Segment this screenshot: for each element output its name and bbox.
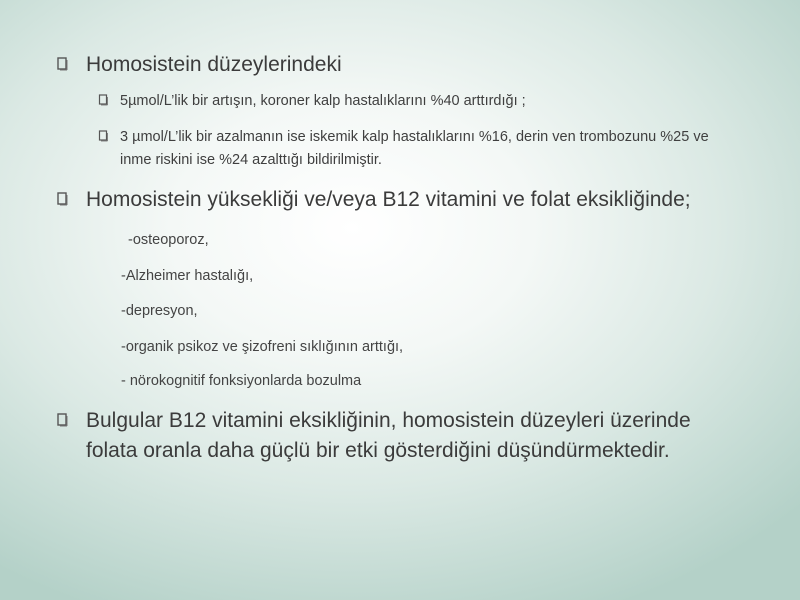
sub-bullet-text: 5µmol/L’lik bir artışın, koroner kalp hastalıklarını %40 arttırdığı ; (120, 93, 526, 109)
hollow-square-icon (56, 411, 86, 429)
sub-bullet-decrease (98, 126, 738, 172)
sub-bullet-text: 3 µmol/L’lik bir azalmanın ise iskemik kalp hastalıklarını %16, derin ven trombozunu %25 ve inme riskini ise %24 azalttığı bildirilmiştir. (120, 129, 709, 168)
sub-bullet-increase (98, 90, 778, 113)
condition-item: -osteoporoz, (128, 232, 209, 248)
hollow-square-icon (98, 93, 120, 108)
condition-item: -organik psikoz ve şizofreni sıklığının arttığı, (121, 339, 404, 355)
bullet-findings (56, 406, 746, 466)
bullet-text: Homosistein yüksekliği ve/veya B12 vitamini ve folat eksikliğinde; (86, 188, 691, 211)
bullet-text: Bulgular B12 vitamini eksikliğinin, homosistein düzeyleri üzerinde folata oranla daha güçlü bir etki gösterdiğini düşündürmektedir. (86, 409, 691, 462)
hollow-square-icon (98, 129, 120, 144)
bullet-deficiency (56, 185, 776, 215)
hollow-square-icon (56, 190, 86, 208)
bullet-homosistein-levels (56, 50, 776, 80)
condition-item: -Alzheimer hastalığı, (121, 268, 254, 284)
condition-item: -depresyon, (121, 303, 198, 319)
condition-item: - nörokognitif fonksiyonlarda bozulma (121, 373, 362, 389)
hollow-square-icon (56, 55, 86, 73)
bullet-text: Homosistein düzeylerindeki (86, 53, 342, 76)
